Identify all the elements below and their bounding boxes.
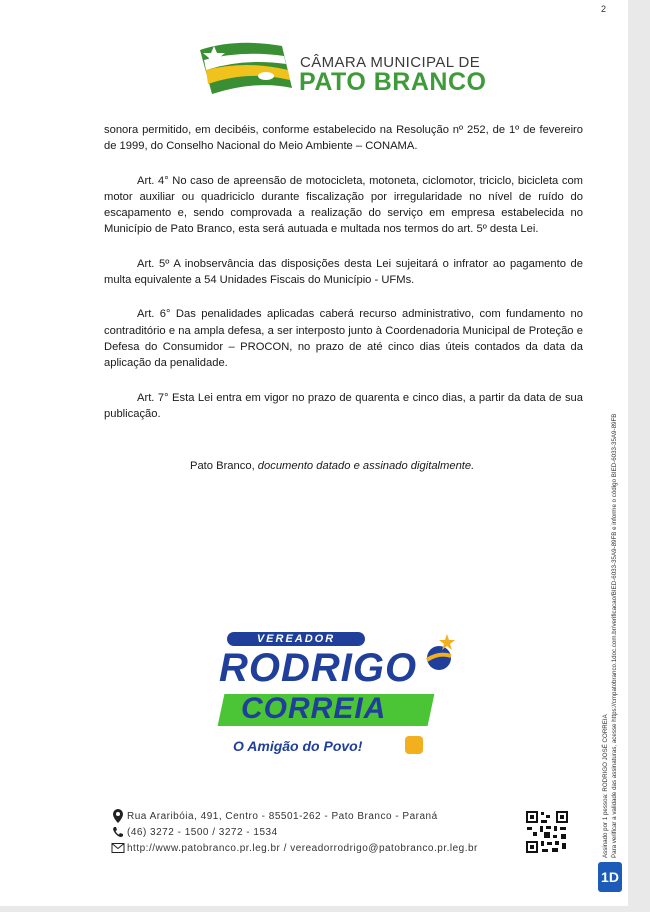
mail-icon (111, 843, 125, 853)
campaign-slogan: O Amigão do Povo! (233, 738, 363, 754)
law-body (104, 122, 583, 440)
signature-line (190, 460, 474, 472)
article-6: Art. 6° Das penalidades aplicadas caberá recurso administrativo, com fundamento no contraditório e na ampla defesa, a ser interposto junto à Coordenadoria Municipal de Proteção e Defesa do Consumidor – PROCON, no prazo de até cinco dias úteis contados da data da aplicação da penalidade. (104, 308, 583, 370)
stamp-line2[interactable]: Para verificar a validade das assinaturas, acesse https://cmpatobranco.1doc.com.br/verificacao/BIED-6033-35A9-89FB e informe o código BIED-6033-35A9-89FB (611, 413, 618, 858)
footer-address-row (111, 808, 478, 824)
chamber-flag-logo-icon (196, 40, 296, 98)
article-4: Art. 4° No caso de apreensão de motocicleta, motoneta, ciclomotor, triciclo, bicicleta com motor auxiliar ou quadriciclo durante fiscalização por irregularidade no nível de ruído do escapamento e, sendo comprovada a realização do serviço em empresa estabelecida no Município de Pato Branco, esta será autuada e multada nos termos do art. 5º desta Lei. (104, 174, 583, 236)
fist-icon (405, 736, 423, 754)
campaign-last-name: CORREIA (241, 692, 387, 725)
chamber-name-line1: CÂMARA MUNICIPAL DE (300, 54, 481, 71)
location-pin-icon (111, 809, 125, 823)
contact-footer (111, 808, 478, 856)
article-7: Art. 7° Esta Lei entra em vigor no prazo de quarenta e cinco dias, a partir da data de sua publicação. (104, 391, 583, 420)
footer-phone-row (111, 824, 478, 840)
signature-note: documento datado e assinado digitalmente. (257, 460, 475, 472)
footer-phone: (46) 3272 - 1500 / 3272 - 1534 (127, 826, 278, 838)
campaign-title: VEREADOR (227, 632, 365, 646)
paragraph-continuation: sonora permitido, em decibéis, conforme estabelecido na Resolução nº 252, de 1º de fevereiro de 1999, do Conselho Nacional do Meio Ambiente – CONAMA. (104, 124, 583, 153)
digital-signature-stamp (598, 268, 622, 858)
qr-code-icon[interactable] (525, 810, 569, 854)
footer-address: Rua Araribóia, 491, Centro - 85501-262 - Pato Branco - Paraná (127, 810, 438, 822)
signature-place: Pato Branco, (190, 460, 258, 472)
page-number: 2 (601, 4, 607, 14)
footer-web: http://www.patobranco.pr.leg.br / vereadorrodrigo@patobranco.pr.leg.br (127, 842, 478, 854)
footer-web-row (111, 840, 478, 856)
campaign-first-name: RODRIGO (219, 646, 418, 690)
chamber-header (196, 40, 506, 98)
1doc-logo-icon: 1D (598, 862, 622, 892)
star-swoosh-icon (421, 634, 457, 674)
stamp-line1: Assinado por 1 pessoa: RODRIGO JOSÉ CORREIA (602, 714, 609, 858)
chamber-name-line2: PATO BRANCO (299, 68, 487, 96)
phone-icon (111, 826, 125, 838)
article-5: Art. 5º A inobservância das disposições desta Lei sujeitará o infrator ao pagamento de multa equivalente a 54 Unidades Fiscais do Município - UFMs. (104, 257, 583, 287)
campaign-logo (215, 628, 455, 760)
